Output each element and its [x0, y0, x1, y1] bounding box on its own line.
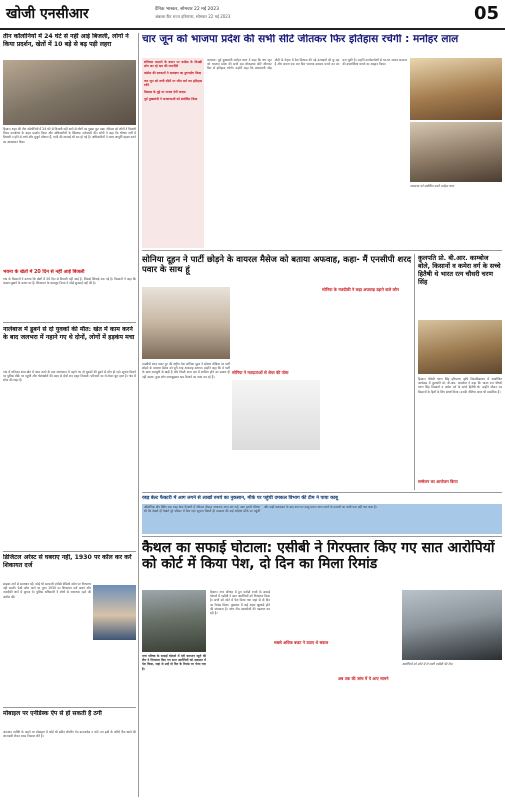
- article-kaithal-body-col4: [338, 590, 398, 674]
- article-kamboj-sub: सम्मेलन का आयोजन किया: [418, 479, 458, 484]
- article-power-cut-photo: [3, 60, 136, 125]
- bullet-4: विकास के मुद्दे पर जनता देगी जवाब: [144, 90, 186, 95]
- page-number: 05: [473, 3, 499, 24]
- divider: [3, 551, 136, 552]
- left-column: [3, 33, 136, 797]
- divider: [142, 492, 502, 493]
- article-sonia-body: एनसीपी शरद पवार गुट की राष्ट्रीय नेता सोनिया दूहन ने सोशल मीडिया पर पार्टी छोड़ने के वायरल मैसेज को पूरी तरह अफवाह बताया। उन्होंने कहा कि वे पार्टी के साथ मजबूती से खड़ी हैं और किसी अन्य दल में शामिल होने का सवाल ही नहीं उठता। कुछ लोग जानबूझकर भ्रम फैलाने का काम कर रहे हैं।: [142, 362, 230, 379]
- article-sonia-sub: सोनिया ने मतदाताओं से शेयर की पोस्ट: [232, 370, 289, 375]
- article-cyber-photo: [93, 585, 136, 640]
- article-manohar-photo: [410, 58, 502, 120]
- masthead: [0, 0, 505, 30]
- dateline: अंबाला कैंट राज्य हरियाणा, सोमवार 22 मई 2023: [155, 14, 231, 19]
- article-kaithal-sub2: अब तक की जांच में ये आए सामने: [338, 676, 389, 681]
- article-kaithal-photo-car: [402, 590, 502, 660]
- divider: [3, 707, 136, 708]
- column-divider: [138, 33, 139, 797]
- article-power-cut-subbody: गांव के किसानों ने बताया कि खेतों में 20 दिन से बिजली नहीं आई है, जिससे सिंचाई रुक गई है। किसानों ने कहा कि फसल सूखने के कगार पर है। शिकायत के बावजूद निगम ने कोई सुनवाई नहीं की है।: [3, 277, 136, 286]
- article-kaithal-sub: सबसे अधिक बजट ने उठाए थे सवाल: [274, 640, 329, 645]
- article-kaithal-caption: आरोपियों को कोर्ट में ले जाती एसीबी की टीम: [402, 662, 453, 666]
- divider: [142, 536, 502, 537]
- article-kaithal-teaser: नगर परिषद के सफाई घोटाले में एंटी करप्शन ब्यूरो की टीम ने गिरफ्तार किए गए सात आरोपियों को अदालत में पेश किया, जहां से उन्हें दो दिन के रिमांड पर भेजा गया है।: [142, 654, 206, 671]
- article-manohar-bullets: [142, 58, 204, 248]
- article-sonia-photo: [142, 287, 230, 359]
- section-logo: खोजी एनसीआर: [6, 6, 89, 22]
- article-kaithal-body-col3: [274, 590, 334, 638]
- article-power-cut-subhead: भवना के खेतों में 20 दिन से नहीं आई बिजली: [3, 270, 85, 275]
- article-sonia-body-col3: [322, 297, 410, 487]
- article-sonia-screenshot: [232, 380, 320, 450]
- article-anydesk-body: अनजान व्यक्ति के कहने पर मोबाइल में कोई भी स्क्रीन शेयरिंग ऐप डाउनलोड न करें। ठग इसी के जरिये बैंक खाते की जानकारी लेकर रकम निकाल लेते हैं।: [3, 730, 136, 739]
- article-manohar-photo2: [410, 122, 502, 182]
- article-drowning-headline: नालेबाज में डूबने से दो युवकों की मौत: खेत में काम करने के बाद जलभरा में नहाने गए थे दोनों, लोगों में हड़कंप मचा: [3, 326, 135, 342]
- article-kaithal-body-col5: [402, 674, 450, 795]
- article-kaithal-body-col4b: [338, 688, 398, 795]
- article-fire-headline: रबड़ बेल्ट फैक्टरी में आग लगने से लाखों रुपये का नुकसान, मौके पर पहुंची दमकल विभाग की टीम ने पाया काबू: [142, 496, 338, 501]
- article-power-cut-body: हिसार। शहर की तीन कॉलोनियों में 24 घंटे से बिजली नहीं आने से लोगों का गुस्सा फूट पड़ा। रविवार को लोगों ने बिजली निगम कार्यालय के बाहर प्रदर्शन किया और अधिकारियों के खिलाफ नारेबाजी की। लोगों ने कहा कि भीषण गर्मी में बिजली न होने से बच्चे और बुजुर्ग परेशान हैं, पानी की सप्लाई भी ठप हो गई है। अधिकारियों ने जल्द आपूर्ति बहाल करने का आश्वासन दिया।: [3, 127, 136, 144]
- article-kamboj-body: हिसार। चौधरी चरण सिंह हरियाणा कृषि विश्वविद्यालय में आयोजित कार्यक्रम में कुलपति प्रो. बी.आर. काम्बोज ने कहा कि भारत रत्न चौधरी चरण सिंह किसानों व कमेरा वर्ग के सच्चे हितैषी थे। उन्होंने जीवन भर किसानों के हितों के लिए संघर्ष किया। उनकी नीतियां आज भी प्रासंगिक हैं।: [418, 377, 502, 394]
- article-kaithal-photo: [142, 590, 206, 652]
- article-anydesk-headline: मोबाइल पर एनीडेस्क ऐप से हो सकती है ठगी: [3, 710, 102, 717]
- bullet-5: पूर्व मुख्यमंत्री ने जनसभाओं को संबोधित किया: [144, 97, 198, 102]
- article-power-cut-headline: तीन कॉलोनियों में 24 घंटे से नहीं आई बिजली, लोगों ने किया प्रदर्शन, खेतों में 10 बड़े से बढ़ पड़ी लहरा: [3, 33, 129, 48]
- article-manohar-caption: जनसभा को संबोधित करते मनोहर लाल: [410, 184, 454, 188]
- article-kaithal-body: कैथल। नगर परिषद में हुए करोड़ों रुपये के सफाई घोटाले में एसीबी ने सात आरोपियों को गिरफ्तार किया है। सभी को कोर्ट में पेश किया गया जहां से दो दिन का रिमांड मिला। पूछताछ में कई अहम खुलासे होने की संभावना है। जांच टीम दस्तावेजों की पड़ताल कर रही है।: [210, 590, 270, 616]
- bullet-1: संविधान बदलने के बयान पर कांग्रेस के विपक्षी लोग कर रहे भ्रम की राजनीति: [144, 60, 202, 69]
- article-cyber-headline: डिजिटल अरेस्ट से घबराए नहीं, 1930 पर कॉल कर करें शिकायत दर्ज: [3, 554, 132, 569]
- divider: [3, 322, 136, 323]
- article-manohar-body: करनाल। पूर्व मुख्यमंत्री मनोहर लाल ने कहा कि चार जून को भाजपा प्रदेश की सभी दस लोकसभा सीटें जीतकर फिर से इतिहास रचेगी। उन्होंने कहा कि प्रधानमंत्री नरेंद्र मोदी के नेतृत्व में देश विकास की नई ऊंचाइयों को छू रहा है और जनता एक बार फिर भाजपा सरकार बनाने का मन बना चुकी है। उन्होंने कार्यकर्ताओं से घर-घर जाकर सरकार की उपलब्धियां बताने का आह्वान किया।: [207, 58, 407, 71]
- article-kaithal-body-col3b: [274, 652, 334, 795]
- article-fire-body: औद्योगिक क्षेत्र स्थित एक रबड़ बेल्ट फैक्टरी में रविवार दोपहर अचानक आग लग गई। आग इतनी भीषण थी कि देखते ही देखते पूरे परिसर में फैल गई। सूचना मिलते ही दमकल की कई गाड़ियां मौके पर पहुंचीं और कड़ी मशक्कत के बाद आग पर काबू पाया। आग लगने के कारणों का अभी पता नहीं चल पाया है।: [142, 504, 502, 534]
- article-sonia-headline: सोनिया दूहन ने पार्टी छोड़ने के वायरल मैसेज को बताया अफवाह, कहा- मैं एनसीपी शरद पवार के साथ हूं: [142, 254, 412, 274]
- article-kamboj-headline: कुलपति प्रो. बी.आर. काम्बोज बोले, किसानों व कमेरा वर्ग के सच्चे हितैषी थे भारत रत्न चौधरी चरण सिंह: [418, 254, 501, 286]
- bullet-3: चार जून को सभी सीटों पर जीत दर्ज कर इतिहास रचेंगे: [144, 78, 202, 87]
- article-kaithal-headline: कैथल का सफाई घोटाला: एसीबी ने गिरफ्तार किए गए सात आरोपियों को कोर्ट में किया पेश, दो दिन का मिला रिमांड: [142, 540, 495, 572]
- article-cyber-body: साइबर ठगों से सावधान रहें। कोई भी सरकारी एजेंसी वीडियो कॉल पर गिरफ्तार नहीं करती। ऐसी कॉल आने पर तुरंत 1930 पर शिकायत दर्ज कराएं और नजदीकी थाने में सूचना दें। पुलिस अधिकारी ने लोगों से जागरूक रहने की अपील की।: [3, 582, 91, 599]
- divider: [142, 250, 502, 251]
- article-kaithal-body-col6: [453, 674, 502, 795]
- column-divider: [414, 254, 415, 490]
- article-sonia-sub2: सोनिया के नजदीकी ने कहा अफवाह उड़ाने वाले कौन: [322, 287, 399, 292]
- article-manohar-headline: चार जून को भाजपा प्रदेश की सभी सीटें जीतकर फिर इतिहास रचेगी : मनोहर लाल: [142, 34, 459, 45]
- article-kamboj-photo: [418, 320, 502, 374]
- paper-name: दैनिक भास्कर, सोमवार 22 मई 2023: [155, 7, 219, 12]
- article-drowning-body: गांव में शनिवार शाम खेत में काम करने के बाद जलभराव में नहाने गए दो युवकों की डूबने से मौत हो गई। सूचना मिलने पर पुलिस मौके पर पहुंची और गोताखोरों की मदद से दोनों शव बाहर निकाले। परिजनों का रो-रोकर बुरा हाल है। गांव में शोक की लहर है।: [3, 370, 136, 383]
- bullet-2: कांग्रेस की सरकारों ने आरक्षण का दुरुपयोग किया: [144, 71, 202, 76]
- article-manohar-body-col5: [410, 196, 502, 248]
- article-sonia-body-col2: [232, 287, 320, 367]
